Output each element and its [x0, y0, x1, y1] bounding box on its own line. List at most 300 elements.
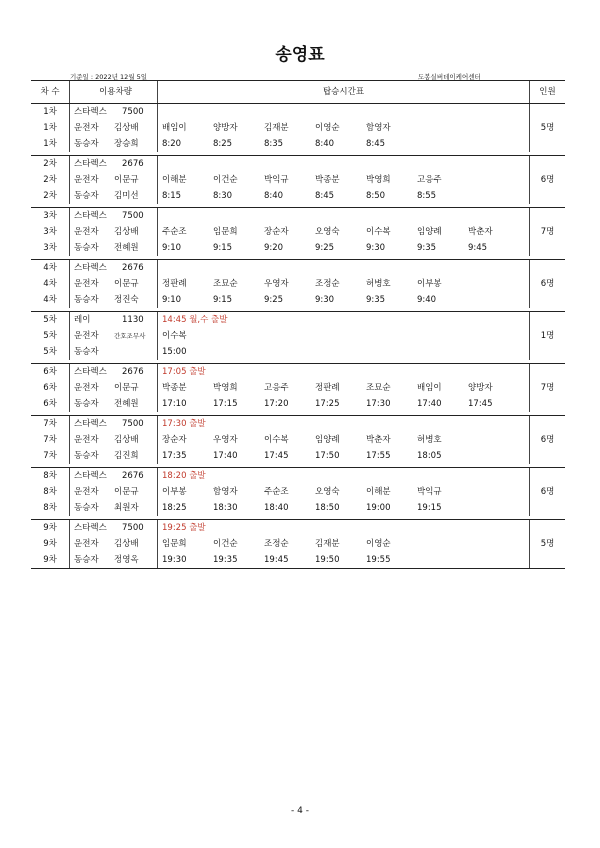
passenger-name: 임문희 [162, 539, 187, 549]
passenger-name: 우영자 [264, 279, 289, 289]
driver-name: 이문규 [114, 487, 139, 497]
pickup-time: 8:45 [315, 191, 335, 201]
passenger-count [530, 344, 566, 360]
helper-name: 전혜원 [114, 399, 139, 409]
times-cell [158, 536, 530, 552]
passenger-name: 이수복 [366, 227, 391, 237]
cha-label: 2차 [43, 191, 57, 201]
page-number: - 4 - [291, 806, 309, 816]
vehicle-cell [70, 240, 158, 256]
departure-note: 17:05 출발 [162, 367, 206, 377]
times-cell [158, 312, 530, 329]
cha-label: 6차 [31, 364, 70, 381]
times-cell [158, 240, 530, 256]
times-cell [158, 500, 530, 516]
pickup-time: 8:30 [213, 191, 233, 201]
passenger-name: 박익규 [417, 487, 442, 497]
vehicle-cell [70, 536, 158, 552]
vehicle-name: 스타렉스 [74, 159, 107, 169]
vehicle-cell [70, 312, 158, 329]
vehicle-name: 스타렉스 [74, 367, 107, 377]
vehicle-cell [70, 120, 158, 136]
driver-label: 운전자 [74, 539, 99, 549]
pickup-time: 19:35 [213, 555, 238, 565]
pickup-time: 17:20 [264, 399, 289, 409]
pickup-time: 19:55 [366, 555, 391, 565]
vehicle-plate: 2676 [122, 367, 144, 377]
times-cell [158, 208, 530, 225]
pickup-time: 17:40 [213, 451, 238, 461]
driver-label: 운전자 [74, 383, 99, 393]
vehicle-cell [70, 468, 158, 485]
passenger-name: 김재분 [315, 539, 340, 549]
driver-label: 운전자 [74, 435, 99, 445]
passenger-name: 박익규 [264, 175, 289, 185]
pickup-time: 8:15 [162, 191, 182, 201]
passenger-name: 박영희 [213, 383, 238, 393]
passenger-count [530, 260, 566, 277]
passenger-name: 이해분 [366, 487, 391, 497]
schedule-row [31, 520, 565, 537]
pickup-time: 8:25 [213, 139, 233, 149]
reference-date: 기준일 : 2022년 12월 5일 [70, 73, 148, 81]
header-cha: 차 수 [31, 81, 70, 104]
passenger-name: 임문희 [213, 227, 238, 237]
departure-note: 14:45 월,수 출발 [162, 315, 228, 325]
vehicle-cell [70, 344, 158, 360]
vehicle-cell [70, 328, 158, 344]
passenger-name: 양방자 [213, 123, 238, 133]
vehicle-cell [70, 432, 158, 448]
vehicle-cell [70, 380, 158, 396]
driver-name: 이문규 [114, 175, 139, 185]
pickup-time: 15:00 [162, 347, 187, 357]
helper-label: 동승자 [74, 347, 99, 357]
driver-label: 운전자 [74, 227, 99, 237]
passenger-count [530, 448, 566, 464]
vehicle-cell [70, 156, 158, 173]
passenger-count [530, 312, 566, 329]
helper-name: 정영옥 [114, 555, 139, 565]
times-cell [158, 364, 530, 381]
pickup-time: 9:35 [417, 243, 437, 253]
helper-label: 동승자 [74, 191, 99, 201]
helper-name: 장승희 [114, 139, 139, 149]
driver-label: 운전자 [74, 279, 99, 289]
vehicle-cell [70, 136, 158, 152]
passenger-name: 배임이 [417, 383, 442, 393]
driver-name: 김상배 [114, 539, 139, 549]
passenger-name: 정판례 [162, 279, 187, 289]
pickup-time: 18:30 [213, 503, 238, 513]
pickup-time: 8:35 [264, 139, 284, 149]
vehicle-plate: 1130 [122, 315, 144, 325]
passenger-name: 이영순 [366, 539, 391, 549]
vehicle-cell [70, 208, 158, 225]
vehicle-name: 스타렉스 [74, 471, 107, 481]
passenger-name: 이건순 [213, 539, 238, 549]
vehicle-cell [70, 104, 158, 121]
passenger-name: 정판례 [315, 383, 340, 393]
vehicle-plate: 2676 [122, 263, 144, 273]
pickup-time: 17:40 [417, 399, 442, 409]
passenger-count [530, 520, 566, 537]
schedule-row [31, 208, 565, 225]
passenger-name: 배임이 [162, 123, 187, 133]
passenger-name: 이수복 [162, 331, 187, 341]
schedule-row [31, 432, 565, 448]
passenger-name: 조정순 [315, 279, 340, 289]
passenger-name: 조묘순 [366, 383, 391, 393]
driver-label: 운전자 [74, 331, 99, 341]
times-cell [158, 484, 530, 500]
vehicle-name: 스타렉스 [74, 107, 107, 117]
passenger-count [530, 136, 566, 152]
vehicle-cell [70, 416, 158, 433]
schedule-row [31, 448, 565, 464]
times-cell [158, 260, 530, 277]
cha-label: 1차 [43, 139, 57, 149]
driver-name: 김상배 [114, 227, 139, 237]
pickup-time: 8:50 [366, 191, 386, 201]
passenger-count [530, 552, 566, 569]
pickup-time: 17:10 [162, 399, 187, 409]
center-name: 도봉실버데이케어센터 [418, 73, 481, 81]
passenger-name: 조정순 [264, 539, 289, 549]
passenger-name: 허병호 [417, 435, 442, 445]
passenger-name: 주순조 [162, 227, 187, 237]
passenger-count: 6명 [530, 172, 566, 188]
schedule-row [31, 500, 565, 516]
vehicle-name: 스타렉스 [74, 263, 107, 273]
passenger-count [530, 292, 566, 308]
departure-note: 17:30 출발 [162, 419, 206, 429]
pickup-time: 9:10 [162, 243, 182, 253]
passenger-count [530, 240, 566, 256]
schedule-row [31, 364, 565, 381]
cha-label: 9차 [43, 539, 57, 549]
passenger-name: 이영순 [315, 123, 340, 133]
passenger-count [530, 468, 566, 485]
helper-name: 전혜원 [114, 243, 139, 253]
pickup-time: 17:15 [213, 399, 238, 409]
helper-label: 동승자 [74, 399, 99, 409]
helper-label: 동승자 [74, 295, 99, 305]
passenger-name: 주순조 [264, 487, 289, 497]
vehicle-plate: 7500 [122, 419, 144, 429]
pickup-time: 9:45 [468, 243, 488, 253]
helper-name: 김미선 [114, 191, 139, 201]
times-cell [158, 448, 530, 464]
passenger-count [530, 208, 566, 225]
passenger-count: 6명 [530, 276, 566, 292]
passenger-name: 함영자 [366, 123, 391, 133]
schedule-row [31, 312, 565, 329]
passenger-count [530, 500, 566, 516]
schedule-body [31, 104, 565, 569]
times-cell [158, 188, 530, 204]
passenger-count: 7명 [530, 224, 566, 240]
passenger-name: 장순자 [264, 227, 289, 237]
pickup-time: 17:50 [315, 451, 340, 461]
pickup-time: 17:30 [366, 399, 391, 409]
pickup-time: 9:30 [315, 295, 335, 305]
passenger-name: 양방자 [468, 383, 493, 393]
pickup-time: 18:05 [417, 451, 442, 461]
passenger-count [530, 104, 566, 121]
schedule-row [31, 552, 565, 569]
pickup-time: 18:25 [162, 503, 187, 513]
vehicle-cell [70, 520, 158, 537]
pickup-time: 18:50 [315, 503, 340, 513]
helper-label: 동승자 [74, 555, 99, 565]
passenger-name: 이수복 [264, 435, 289, 445]
passenger-name: 김재분 [264, 123, 289, 133]
vehicle-name: 스타렉스 [74, 211, 107, 221]
cha-label: 1차 [43, 123, 57, 133]
shuttle-schedule-table [31, 80, 565, 569]
pickup-time: 17:35 [162, 451, 187, 461]
vehicle-cell [70, 552, 158, 569]
schedule-row [31, 260, 565, 277]
times-cell [158, 468, 530, 485]
times-cell [158, 120, 530, 136]
pickup-time: 9:15 [213, 243, 233, 253]
cha-label: 6차 [43, 399, 57, 409]
cha-label: 7차 [31, 416, 70, 433]
passenger-count: 6명 [530, 432, 566, 448]
cha-label: 6차 [43, 383, 57, 393]
passenger-name: 박종분 [162, 383, 187, 393]
vehicle-cell [70, 396, 158, 412]
pickup-time: 9:15 [213, 295, 233, 305]
schedule-row [31, 156, 565, 173]
vehicle-cell [70, 448, 158, 464]
passenger-count [530, 188, 566, 204]
passenger-name: 오영숙 [315, 487, 340, 497]
pickup-time: 8:45 [366, 139, 386, 149]
header-row [31, 81, 565, 104]
times-cell [158, 416, 530, 433]
times-cell [158, 172, 530, 188]
cha-label: 8차 [31, 468, 70, 485]
pickup-time: 8:40 [315, 139, 335, 149]
helper-label: 동승자 [74, 503, 99, 513]
pickup-time: 19:15 [417, 503, 442, 513]
times-cell [158, 224, 530, 240]
helper-label: 동승자 [74, 243, 99, 253]
passenger-name: 박춘자 [366, 435, 391, 445]
cha-label: 4차 [43, 279, 57, 289]
cha-label: 2차 [43, 175, 57, 185]
helper-label: 동승자 [74, 139, 99, 149]
passenger-count [530, 156, 566, 173]
header-vehicle: 이용차량 [70, 81, 158, 104]
driver-label: 운전자 [74, 123, 99, 133]
vehicle-plate: 7500 [122, 107, 144, 117]
vehicle-cell [70, 260, 158, 277]
passenger-count: 6명 [530, 484, 566, 500]
cha-label: 2차 [31, 156, 70, 173]
pickup-time: 17:25 [315, 399, 340, 409]
vehicle-plate: 2676 [122, 159, 144, 169]
cha-label: 4차 [43, 295, 57, 305]
passenger-name: 임양례 [315, 435, 340, 445]
pickup-time: 19:50 [315, 555, 340, 565]
header-count: 인원 [530, 81, 566, 104]
passenger-name: 박종분 [315, 175, 340, 185]
schedule-row [31, 416, 565, 433]
driver-name: 이문규 [114, 383, 139, 393]
passenger-name: 조묘순 [213, 279, 238, 289]
times-cell [158, 276, 530, 292]
helper-name: 정진숙 [114, 295, 139, 305]
schedule-row [31, 276, 565, 292]
pickup-time: 17:45 [264, 451, 289, 461]
schedule-row [31, 240, 565, 256]
times-cell [158, 380, 530, 396]
times-cell [158, 432, 530, 448]
cha-label: 9차 [31, 552, 70, 569]
pickup-time: 17:45 [468, 399, 493, 409]
pickup-time: 17:55 [366, 451, 391, 461]
driver-name: 간호조무사 [114, 332, 146, 340]
pickup-time: 9:35 [366, 295, 386, 305]
driver-name: 이문규 [114, 279, 139, 289]
schedule-row [31, 396, 565, 412]
times-cell [158, 552, 530, 569]
pickup-time: 9:40 [417, 295, 437, 305]
times-cell [158, 104, 530, 121]
vehicle-cell [70, 224, 158, 240]
vehicle-cell [70, 292, 158, 308]
cha-label: 5차 [43, 347, 57, 357]
header-times: 탑승시간표 [158, 81, 530, 104]
passenger-name: 임양례 [417, 227, 442, 237]
times-cell [158, 136, 530, 152]
pickup-time: 19:00 [366, 503, 391, 513]
vehicle-cell [70, 484, 158, 500]
cha-label: 3차 [43, 243, 57, 253]
cha-label: 7차 [43, 451, 57, 461]
cha-label: 7차 [43, 435, 57, 445]
pickup-time: 9:25 [264, 295, 284, 305]
cha-label: 8차 [43, 503, 57, 513]
pickup-time: 19:30 [162, 555, 187, 565]
schedule-row [31, 172, 565, 188]
passenger-count: 7명 [530, 380, 566, 396]
passenger-count: 5명 [530, 536, 566, 552]
passenger-count [530, 364, 566, 381]
times-cell [158, 344, 530, 360]
times-cell [158, 156, 530, 173]
vehicle-cell [70, 188, 158, 204]
pickup-time: 18:40 [264, 503, 289, 513]
helper-label: 동승자 [74, 451, 99, 461]
vehicle-cell [70, 500, 158, 516]
cha-label: 9차 [31, 520, 70, 537]
passenger-count [530, 416, 566, 433]
pickup-time: 19:45 [264, 555, 289, 565]
cha-label: 3차 [43, 227, 57, 237]
pickup-time: 9:25 [315, 243, 335, 253]
cha-label: 8차 [43, 487, 57, 497]
vehicle-name: 스타렉스 [74, 523, 107, 533]
schedule-row [31, 224, 565, 240]
times-cell [158, 328, 530, 344]
cha-label: 1차 [31, 104, 70, 121]
passenger-name: 이건순 [213, 175, 238, 185]
passenger-count: 1명 [530, 328, 566, 344]
schedule-row [31, 328, 565, 344]
pickup-time: 8:40 [264, 191, 284, 201]
driver-label: 운전자 [74, 487, 99, 497]
passenger-name: 허병호 [366, 279, 391, 289]
vehicle-plate: 2676 [122, 471, 144, 481]
passenger-name: 박영희 [366, 175, 391, 185]
passenger-name: 이해분 [162, 175, 187, 185]
cha-label: 3차 [31, 208, 70, 225]
vehicle-plate: 7500 [122, 211, 144, 221]
passenger-name: 이부봉 [162, 487, 187, 497]
helper-name: 최원자 [114, 503, 139, 513]
passenger-name: 이부봉 [417, 279, 442, 289]
schedule-row [31, 536, 565, 552]
driver-name: 김상배 [114, 435, 139, 445]
times-cell [158, 520, 530, 537]
driver-name: 김상배 [114, 123, 139, 133]
driver-label: 운전자 [74, 175, 99, 185]
vehicle-cell [70, 276, 158, 292]
cha-label: 5차 [31, 312, 70, 329]
schedule-row [31, 380, 565, 396]
schedule-row [31, 484, 565, 500]
vehicle-name: 스타렉스 [74, 419, 107, 429]
passenger-name: 고응주 [264, 383, 289, 393]
times-cell [158, 396, 530, 412]
pickup-time: 8:55 [417, 191, 437, 201]
schedule-row [31, 120, 565, 136]
vehicle-cell [70, 364, 158, 381]
passenger-name: 장순자 [162, 435, 187, 445]
pickup-time: 9:10 [162, 295, 182, 305]
schedule-row [31, 104, 565, 121]
departure-note: 19:25 출발 [162, 523, 206, 533]
departure-note: 18:20 출발 [162, 471, 206, 481]
cha-label: 5차 [43, 331, 57, 341]
schedule-row [31, 292, 565, 308]
pickup-time: 9:20 [264, 243, 284, 253]
schedule-row [31, 136, 565, 152]
passenger-name: 오영숙 [315, 227, 340, 237]
cha-label: 4차 [31, 260, 70, 277]
passenger-count: 5명 [530, 120, 566, 136]
vehicle-plate: 7500 [122, 523, 144, 533]
pickup-time: 9:30 [366, 243, 386, 253]
times-cell [158, 292, 530, 308]
passenger-count [530, 396, 566, 412]
vehicle-name: 레이 [74, 315, 91, 325]
pickup-time: 8:20 [162, 139, 182, 149]
passenger-name: 우영자 [213, 435, 238, 445]
vehicle-cell [70, 172, 158, 188]
helper-name: 김진희 [114, 451, 139, 461]
passenger-name: 고응주 [417, 175, 442, 185]
page-title: 송영표 [275, 45, 325, 65]
passenger-name: 함영자 [213, 487, 238, 497]
passenger-name: 박춘자 [468, 227, 493, 237]
schedule-row [31, 344, 565, 360]
